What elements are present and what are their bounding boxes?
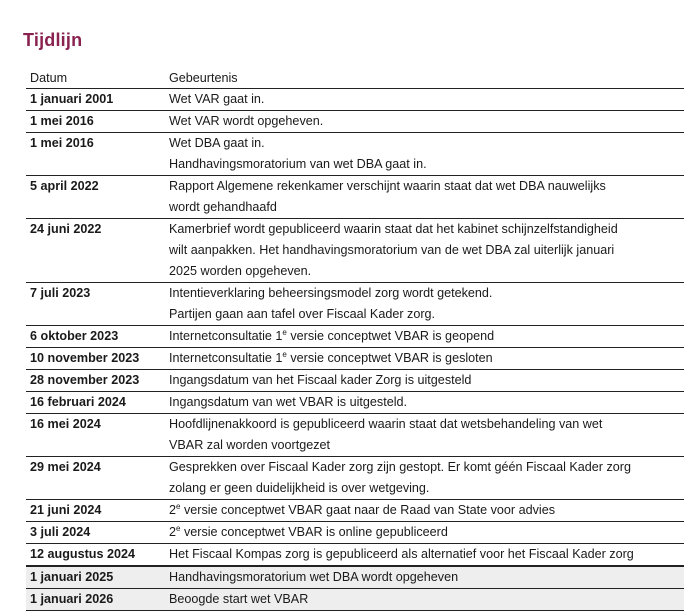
event-line: Ingangsdatum van het Fiscaal kader Zorg is uitgesteld (169, 373, 472, 387)
table-row (26, 500, 684, 522)
row-date: 10 november 2023 (26, 348, 169, 370)
row-event (169, 219, 684, 283)
table-header-row (26, 70, 684, 89)
event-text-prefix: Internetconsultatie 1 (169, 351, 283, 365)
event-text-suffix: versie conceptwet VBAR gaat naar de Raad van State voor advies (180, 503, 555, 517)
table-row (26, 283, 684, 326)
table-row (26, 566, 684, 589)
row-event (169, 283, 684, 326)
row-date: 6 oktober 2023 (26, 326, 169, 348)
event-line: Partijen gaan aan tafel over Fiscaal Kader zorg. (169, 307, 436, 321)
event-line: VBAR zal worden voortgezet (169, 438, 331, 452)
event-line: wordt gehandhaafd (169, 200, 277, 214)
row-date: 1 januari 2026 (26, 589, 169, 611)
row-date: 28 november 2023 (26, 370, 169, 392)
event-text-prefix: 2 (169, 503, 177, 517)
event-line: Wet DBA gaat in. (169, 136, 265, 150)
table-row (26, 544, 684, 567)
table-row (26, 522, 684, 544)
row-event (169, 348, 684, 370)
event-line: Hoofdlijnenakkoord is gepubliceerd waarin staat dat wetsbehandeling van wet (169, 417, 603, 431)
ordinal-superscript: e (282, 349, 287, 359)
timeline-rows (26, 89, 684, 611)
row-event (169, 414, 684, 457)
row-date: 16 februari 2024 (26, 392, 169, 414)
table-row (26, 326, 684, 348)
row-event (169, 111, 684, 133)
row-date: 16 mei 2024 (26, 414, 169, 457)
row-event (169, 370, 684, 392)
row-date: 5 april 2022 (26, 176, 169, 219)
event-text-suffix: versie conceptwet VBAR is gesloten (286, 351, 493, 365)
event-line: Wet VAR wordt opgeheven. (169, 114, 324, 128)
table-row (26, 111, 684, 133)
row-event (169, 176, 684, 219)
row-event (169, 457, 684, 500)
event-line: Handhavingsmoratorium van wet DBA gaat in. (169, 157, 427, 171)
row-event (169, 392, 684, 414)
row-date: 12 augustus 2024 (26, 544, 169, 567)
event-line: Beoogde start wet VBAR (169, 592, 309, 606)
event-text-prefix: 2 (169, 525, 177, 539)
event-line: Rapport Algemene rekenkamer verschijnt waarin staat dat wet DBA nauwelijks (169, 179, 606, 193)
event-line: Wet VAR gaat in. (169, 92, 265, 106)
row-date: 7 juli 2023 (26, 283, 169, 326)
row-event (169, 522, 684, 544)
event-text-prefix: Internetconsultatie 1 (169, 329, 283, 343)
row-event (169, 326, 684, 348)
table-row (26, 589, 684, 611)
row-date: 21 juni 2024 (26, 500, 169, 522)
event-line: Handhavingsmoratorium wet DBA wordt opgeheven (169, 570, 459, 584)
event-line: Ingangsdatum van wet VBAR is uitgesteld. (169, 395, 408, 409)
table-row (26, 133, 684, 176)
row-date: 1 januari 2001 (26, 89, 169, 111)
event-line: Intentieverklaring beheersingsmodel zorg wordt getekend. (169, 286, 493, 300)
table-row (26, 219, 684, 283)
ordinal-superscript: e (176, 501, 181, 511)
column-header-date: Datum (26, 70, 169, 89)
timeline-table (26, 70, 684, 611)
table-row (26, 348, 684, 370)
table-row (26, 89, 684, 111)
row-date: 24 juni 2022 (26, 219, 169, 283)
event-line: zolang er geen duidelijkheid is over wetgeving. (169, 481, 430, 495)
row-date: 1 mei 2016 (26, 111, 169, 133)
event-text-suffix: versie conceptwet VBAR is geopend (286, 329, 495, 343)
row-date: 1 mei 2016 (26, 133, 169, 176)
column-header-event: Gebeurtenis (169, 70, 684, 89)
ordinal-superscript: e (176, 523, 181, 533)
table-row (26, 414, 684, 457)
row-date: 1 januari 2025 (26, 566, 169, 589)
row-event (169, 89, 684, 111)
page-title: Tijdlijn (23, 30, 83, 50)
table-row (26, 176, 684, 219)
row-date: 29 mei 2024 (26, 457, 169, 500)
event-line: Kamerbrief wordt gepubliceerd waarin staat dat het kabinet schijnzelfstandigheid (169, 222, 618, 236)
row-event (169, 500, 684, 522)
table-row (26, 457, 684, 500)
row-date: 3 juli 2024 (26, 522, 169, 544)
event-line: wilt aanpakken. Het handhavingsmoratorium van de wet DBA zal uiterlijk januari (169, 243, 615, 257)
ordinal-superscript: e (282, 327, 287, 337)
table-row (26, 370, 684, 392)
row-event (169, 133, 684, 176)
row-event (169, 544, 684, 567)
row-event (169, 589, 684, 611)
event-text-suffix: versie conceptwet VBAR is online gepubliceerd (180, 525, 448, 539)
table-row (26, 392, 684, 414)
event-line: 2025 worden opgeheven. (169, 264, 312, 278)
row-event (169, 566, 684, 589)
event-line: Gesprekken over Fiscaal Kader zorg zijn gestopt. Er komt géén Fiscaal Kader zorg (169, 460, 631, 474)
event-line: Het Fiscaal Kompas zorg is gepubliceerd als alternatief voor het Fiscaal Kader zorg (169, 547, 634, 561)
